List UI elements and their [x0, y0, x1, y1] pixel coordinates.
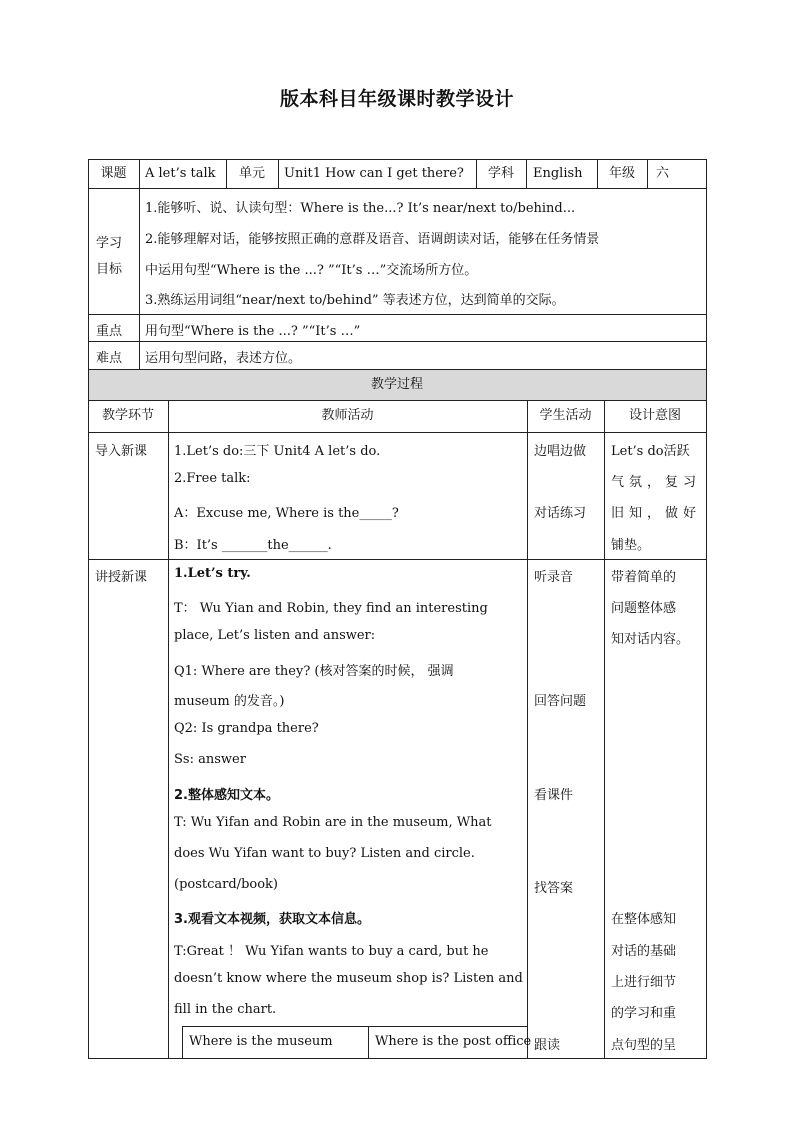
- lesson-purpose-1b: 问题整体感: [611, 601, 677, 616]
- unit-label: 单元: [238, 166, 265, 181]
- lesson-purpose-1c: 知对话内容。: [611, 632, 690, 647]
- intro-purpose-4: 铺垫。: [611, 538, 651, 553]
- intro-purpose-1: Let’s do活跃: [611, 444, 690, 459]
- subject-label: 学科: [487, 166, 514, 181]
- unit-value: Unit1 How can I get there?: [284, 166, 464, 181]
- grade-label: 年级: [608, 166, 635, 181]
- lesson-purpose-2d: 的学习和重: [611, 1006, 677, 1021]
- lesson-purpose-2a: 在整体感知: [611, 912, 677, 927]
- process-header: 教学过程: [370, 377, 423, 392]
- key-label: 重点: [96, 324, 123, 339]
- difficulty-label: 难点: [96, 351, 123, 366]
- lesson-heading-1: 1.Let’s try.: [174, 566, 251, 581]
- lesson-heading-3: 3.观看文本视频，获取文本信息。: [174, 912, 370, 927]
- lesson-p1-line-2: place, Let’s listen and answer:: [174, 628, 376, 643]
- lesson-p3-line-3: fill in the chart.: [174, 1002, 277, 1017]
- intro-line-4: B：It’s _______the______.: [174, 538, 332, 553]
- lesson-p2-line-3: (postcard/book): [174, 877, 278, 892]
- goals-line-3: 中运用句型“Where is the ...? ”“It’s …”交流场所方位。: [145, 263, 478, 278]
- lesson-purpose-2e: 点句型的呈: [611, 1038, 677, 1053]
- lesson-student-4: 找答案: [534, 881, 574, 896]
- key-text: 用句型“Where is the ...? ”“It’s …”: [145, 324, 361, 339]
- lesson-p2-line-2: does Wu Yifan want to buy? Listen and circle.: [174, 846, 475, 861]
- intro-student-2: 对话练习: [534, 506, 587, 521]
- lesson-student-1: 听录音: [534, 570, 574, 585]
- col-purpose: 设计意图: [628, 408, 681, 423]
- intro-purpose-2: 气氛，复习: [611, 475, 702, 490]
- intro-line-3: A：Excuse me, Where is the_____?: [174, 506, 399, 521]
- lesson-purpose-1a: 带着简单的: [611, 570, 677, 585]
- lesson-ss: Ss: answer: [174, 752, 246, 767]
- intro-line-1: 1.Let’s do:三下 Unit4 A let’s do.: [174, 444, 381, 459]
- col-student: 学生活动: [539, 408, 592, 423]
- lesson-p2-line-1: T: Wu Yifan and Robin are in the museum, What: [174, 815, 492, 830]
- lesson-stage: 讲授新课: [95, 570, 148, 585]
- lesson-q1-line-2: museum 的发音。): [174, 694, 285, 709]
- lesson-purpose-2c: 上进行细节: [611, 975, 677, 990]
- lesson-heading-2: 2.整体感知文本。: [174, 788, 279, 803]
- lesson-p3-line-2: doesn’t know where the museum shop is? Listen and: [174, 971, 523, 986]
- intro-stage: 导入新课: [95, 444, 148, 459]
- col-teacher: 教师活动: [321, 408, 374, 423]
- lesson-student-2: 回答问题: [534, 694, 587, 709]
- lesson-label: 课题: [100, 166, 127, 181]
- lesson-p1-line-1: T： Wu Yian and Robin, they find an interesting: [174, 601, 488, 616]
- chart-cell-post-office: Where is the post office: [375, 1034, 532, 1049]
- intro-purpose-3: 旧知，做好: [611, 506, 702, 521]
- grade-value: 六: [656, 166, 670, 181]
- chart-cell-museum: Where is the museum: [189, 1034, 333, 1049]
- lesson-student-5: 跟读: [534, 1038, 561, 1053]
- lesson-value: A let’s talk: [145, 166, 216, 181]
- goals-line-2: 2.能够理解对话，能够按照正确的意群及语音、语调朗读对话，能够在任务情景: [145, 232, 600, 247]
- lesson-q1-line-1: Q1: Where are they? (核对答案的时候， 强调: [174, 664, 454, 679]
- lesson-q2: Q2: Is grandpa there?: [174, 721, 319, 736]
- lesson-purpose-2b: 对话的基础: [611, 944, 677, 959]
- page-title: 版本科目年级课时教学设计: [279, 88, 514, 110]
- goals-label-2: 目标: [96, 262, 123, 277]
- intro-line-2: 2.Free talk:: [174, 471, 251, 486]
- difficulty-text: 运用句型问路，表述方位。: [145, 351, 302, 366]
- goals-line-4: 3.熟练运用词组“near/next to/behind” 等表述方位，达到简单的交际。: [145, 293, 565, 308]
- lesson-student-3: 看课件: [534, 788, 574, 803]
- subject-value: English: [533, 166, 583, 181]
- intro-student-1: 边唱边做: [534, 444, 587, 459]
- lesson-p3-line-1: T:Great ！ Wu Yifan wants to buy a card, but he: [174, 944, 489, 959]
- goals-label-1: 学习: [96, 236, 123, 251]
- goals-line-1: 1.能够听、说、认读句型：Where is the...? It’s near/next to/behind...: [145, 201, 576, 216]
- col-stage: 教学环节: [101, 408, 154, 423]
